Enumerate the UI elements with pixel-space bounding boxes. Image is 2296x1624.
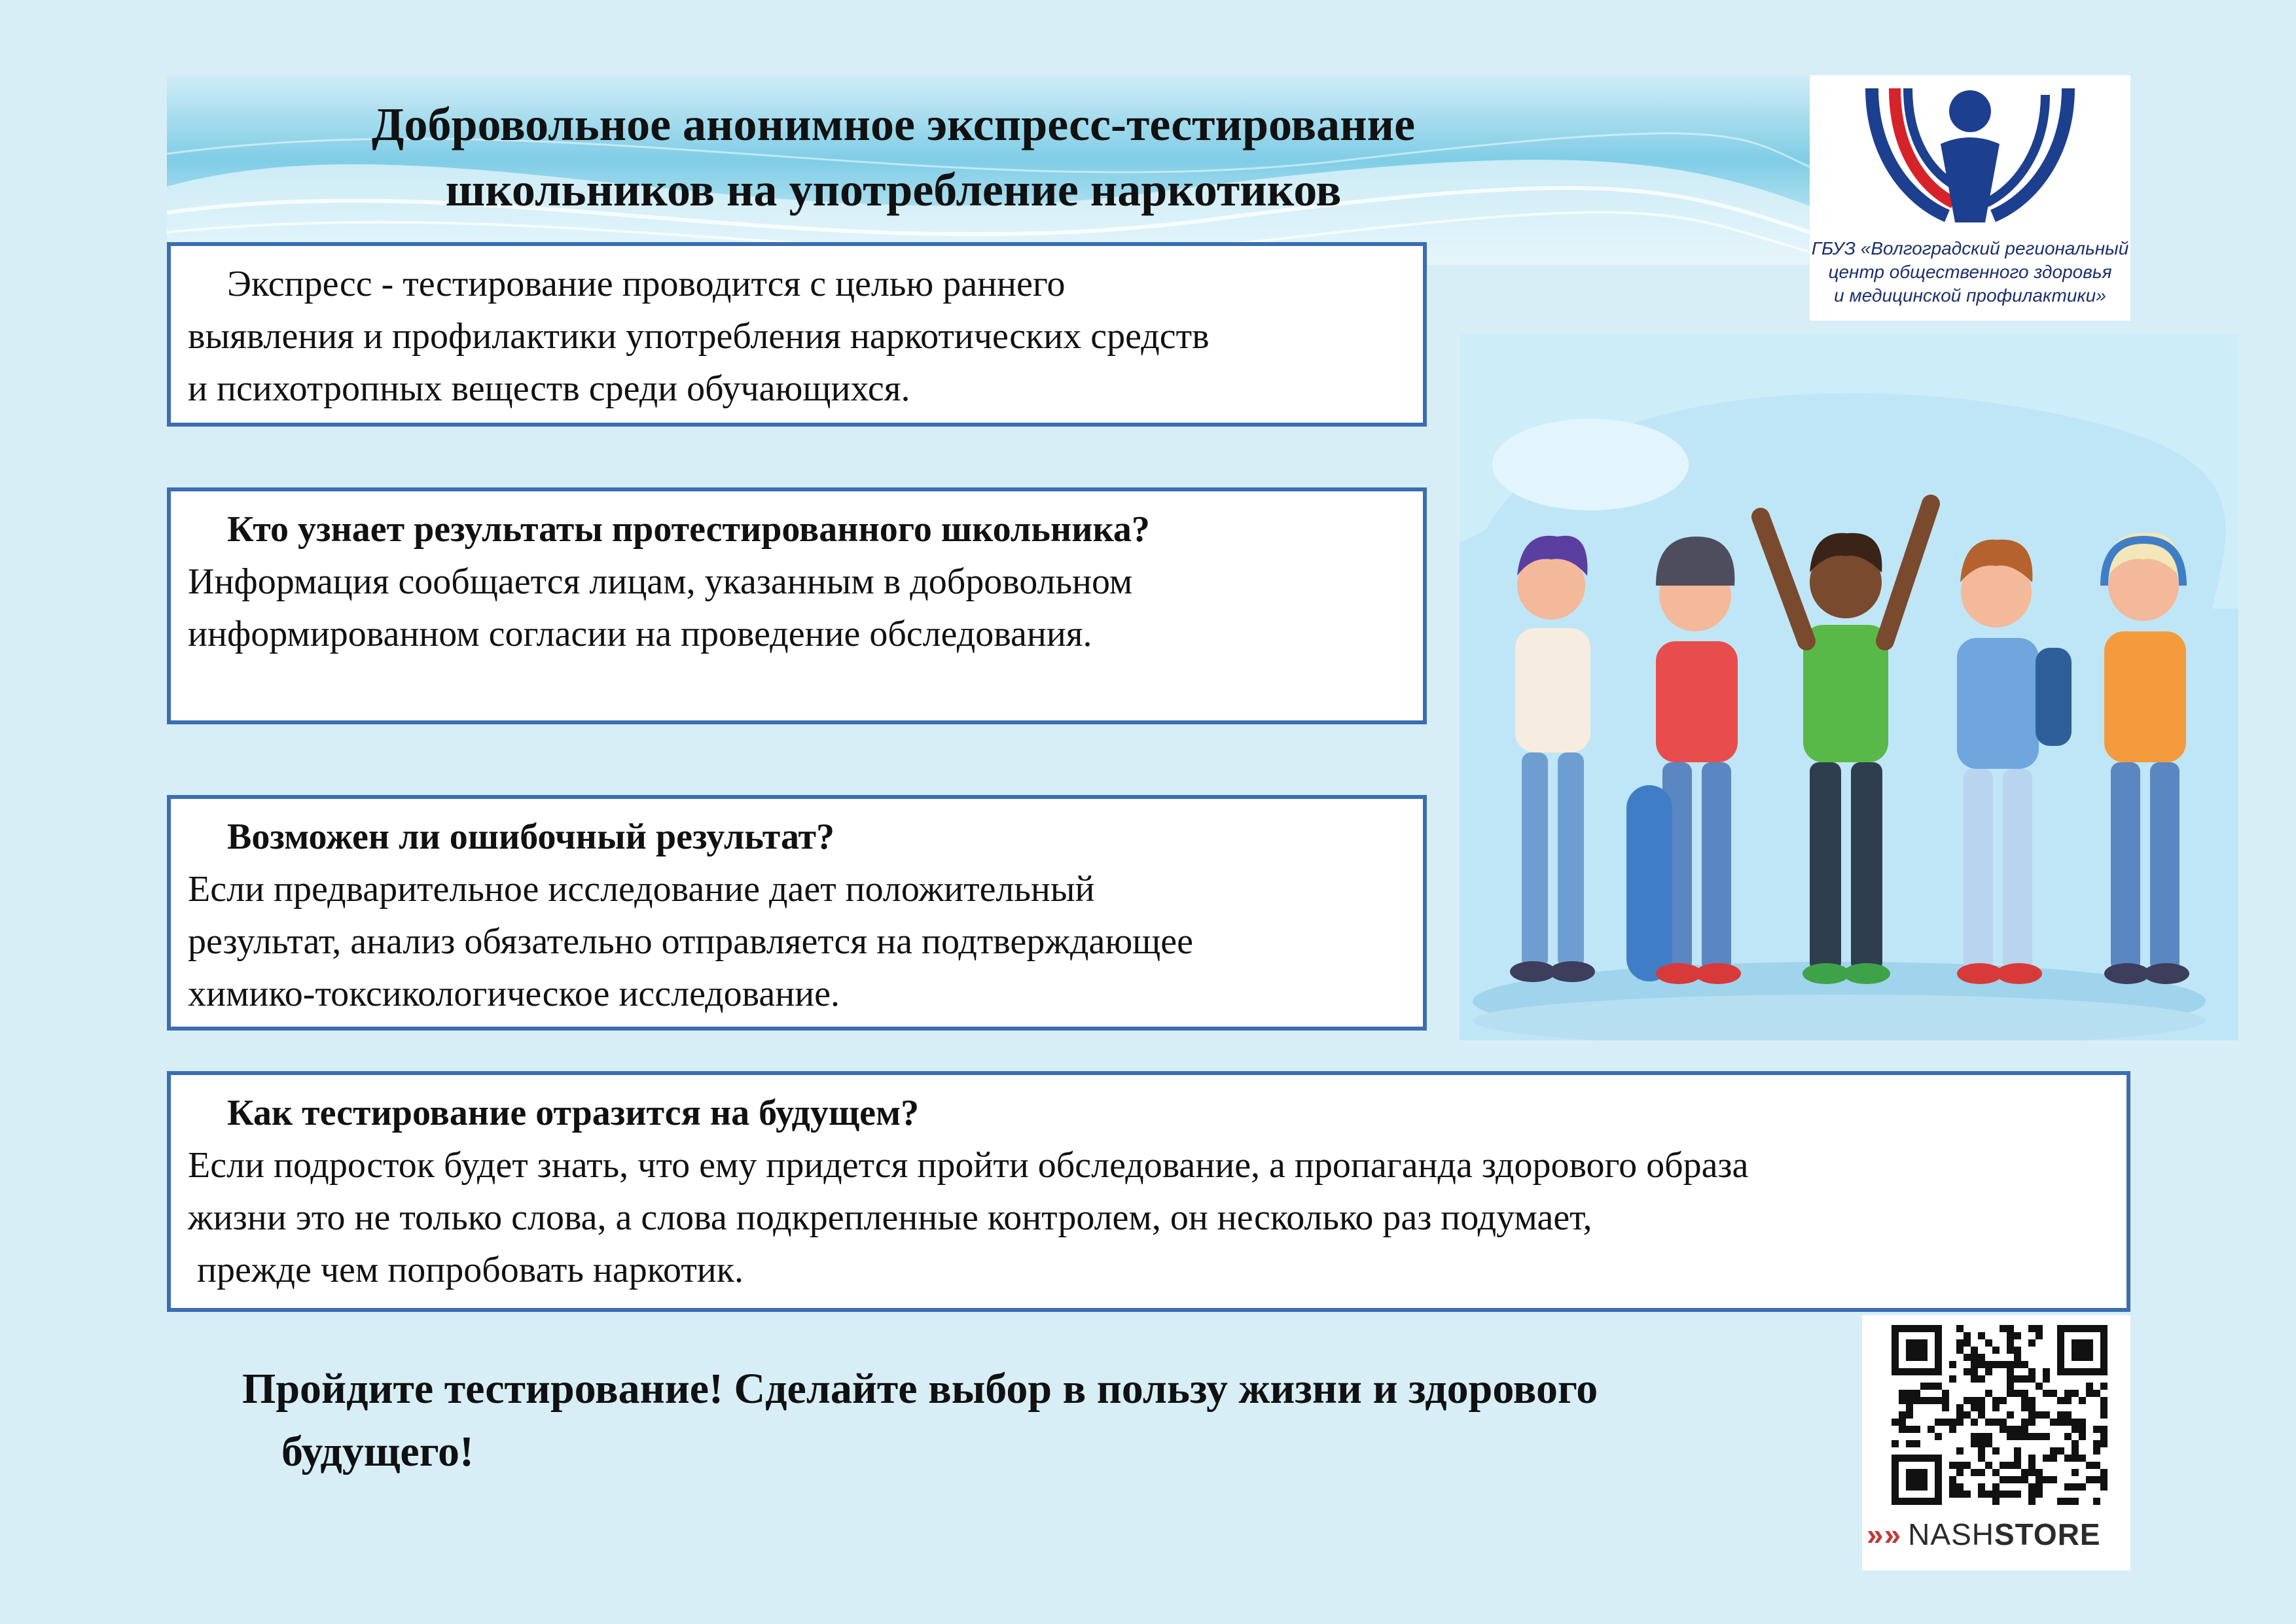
qr-module: [2100, 1426, 2108, 1433]
qr-module: [1956, 1462, 1964, 1469]
qr-module: [2028, 1491, 2036, 1498]
qr-module: [2057, 1397, 2064, 1404]
logo-caption-line-2: центр общественного здоровья: [1828, 262, 2112, 282]
qr-module: [2036, 1469, 2043, 1476]
qr-module: [2000, 1419, 2007, 1426]
qr-module: [2028, 1411, 2036, 1419]
qr-module: [1956, 1404, 1964, 1411]
qr-module: [1906, 1390, 1913, 1397]
title-line-2: школьников на употребление наркотиков: [445, 164, 1342, 216]
cta-line-2: будущего!: [281, 1428, 475, 1475]
boy-blue-shirt: [1957, 540, 2072, 984]
regional-health-center-logo-icon: [1810, 75, 2130, 239]
qr-module: [1992, 1447, 2000, 1455]
qr-module: [2079, 1433, 2086, 1440]
who-knows-line-2: информированном согласии на проведение обследования.: [188, 614, 1092, 654]
qr-module: [2100, 1476, 2108, 1483]
qr-module: [2021, 1390, 2028, 1397]
qr-module: [2028, 1483, 2036, 1491]
qr-module: [1906, 1397, 1913, 1404]
qr-module: [1956, 1469, 1964, 1476]
qr-module: [2036, 1411, 2043, 1419]
qr-module: [2007, 1347, 2014, 1354]
qr-module: [1956, 1491, 1964, 1498]
qr-module: [1906, 1426, 1913, 1433]
qr-module: [2050, 1455, 2057, 1462]
qr-module: [1949, 1426, 1956, 1433]
qr-module: [1992, 1404, 2000, 1411]
qr-module: [1899, 1426, 1906, 1433]
qr-module: [1971, 1433, 1978, 1440]
qr-module: [1978, 1447, 1985, 1455]
qr-module: [1913, 1397, 1920, 1404]
qr-module: [1978, 1440, 1985, 1447]
qr-module: [1985, 1433, 1992, 1440]
qr-module: [2007, 1426, 2014, 1433]
qr-module: [2007, 1361, 2014, 1368]
qr-module: [1964, 1397, 1971, 1404]
qr-module: [2036, 1332, 2043, 1339]
qr-module: [2007, 1390, 2014, 1397]
qr-module: [2064, 1419, 2072, 1426]
qr-module: [2064, 1498, 2072, 1505]
qr-module: [2028, 1433, 2036, 1440]
qr-module: [2086, 1390, 2093, 1397]
qr-module: [1920, 1397, 1928, 1404]
qr-module: [1971, 1361, 1978, 1368]
qr-module: [2007, 1368, 2014, 1375]
qr-module: [2064, 1455, 2072, 1462]
qr-module: [1985, 1462, 1992, 1469]
qr-module: [1971, 1397, 1978, 1404]
qr-module: [2072, 1498, 2079, 1505]
qr-module: [2028, 1419, 2036, 1426]
qr-module: [2007, 1433, 2014, 1440]
qr-module: [2007, 1383, 2014, 1390]
qr-module: [2021, 1433, 2028, 1440]
qr-module: [2028, 1375, 2036, 1383]
qr-module: [2007, 1332, 2014, 1339]
qr-module: [1964, 1411, 1971, 1419]
qr-module: [2079, 1426, 2086, 1433]
purpose-line-2: выявления и профилактики употребления наркотических средств: [188, 316, 1210, 357]
qr-module: [1971, 1469, 1978, 1476]
qr-module: [2028, 1325, 2036, 1332]
qr-module: [1971, 1354, 1978, 1361]
qr-module: [2072, 1440, 2079, 1447]
nashstore-label: [1867, 1511, 2128, 1557]
info-box-future: [167, 1071, 2130, 1312]
qr-module: [2021, 1469, 2028, 1476]
qr-module: [1956, 1483, 1964, 1491]
qr-module: [1942, 1397, 1949, 1404]
qr-module: [1985, 1390, 1992, 1397]
qr-module: [2079, 1397, 2086, 1404]
qr-module: [2021, 1476, 2028, 1483]
qr-module: [1906, 1440, 1913, 1447]
qr-module: [1985, 1419, 1992, 1426]
qr-module: [1942, 1390, 1949, 1397]
qr-module: [1964, 1339, 1971, 1347]
qr-module: [2043, 1368, 2050, 1375]
qr-module: [1985, 1440, 1992, 1447]
qr-module: [2000, 1476, 2007, 1483]
qr-module: [2000, 1397, 2007, 1404]
qr-module: [2043, 1476, 2050, 1483]
teenagers-illustration: [1460, 334, 2238, 1040]
qr-module: [1899, 1390, 1906, 1397]
qr-module: [1913, 1440, 1920, 1447]
qr-module: [2064, 1411, 2072, 1419]
qr-module: [2043, 1375, 2050, 1383]
qr-module: [1978, 1375, 1985, 1383]
qr-module: [2028, 1368, 2036, 1375]
qr-module: [1949, 1491, 1956, 1498]
qr-module: [1992, 1397, 2000, 1404]
qr-module: [2072, 1390, 2079, 1397]
qr-module: [2007, 1491, 2014, 1498]
qr-module: [2014, 1332, 2021, 1339]
logo-caption-line-1: ГБУЗ «Волгоградский региональный: [1811, 238, 2129, 258]
qr-module: [1992, 1419, 2000, 1426]
call-to-action: [242, 1358, 1813, 1483]
false-result-line-2: результат, анализ обязательно отправляется на подтверждающее: [188, 921, 1193, 962]
qr-module: [1942, 1404, 1949, 1411]
qr-module: [2036, 1383, 2043, 1390]
qr-module: [2014, 1361, 2021, 1368]
qr-module: [1964, 1332, 1971, 1339]
qr-module: [2014, 1491, 2021, 1498]
qr-module: [1992, 1347, 2000, 1354]
qr-module: [1985, 1339, 1992, 1347]
qr-module: [2072, 1419, 2079, 1426]
qr-module: [1992, 1361, 2000, 1368]
qr-module: [2079, 1419, 2086, 1426]
qr-module: [2093, 1440, 2100, 1447]
qr-module: [1906, 1404, 1913, 1411]
info-box-purpose: [167, 242, 1427, 427]
qr-module: [1978, 1361, 1985, 1368]
qr-module: [1956, 1325, 1964, 1332]
qr-module: [2079, 1455, 2086, 1462]
qr-module: [2036, 1433, 2043, 1440]
qr-module: [1956, 1419, 1964, 1426]
qr-module: [2043, 1455, 2050, 1462]
qr-module: [1971, 1347, 1978, 1354]
qr-module: [2014, 1447, 2021, 1455]
qr-module: [1992, 1483, 2000, 1491]
qr-module: [2028, 1404, 2036, 1411]
qr-module: [1906, 1411, 1913, 1419]
purpose-line-1: Экспресс - тестирование проводится с целью раннего: [227, 264, 1066, 304]
qr-module: [2100, 1411, 2108, 1419]
qr-module: [2064, 1397, 2072, 1404]
qr-module: [2036, 1483, 2043, 1491]
question-false-result: Возможен ли ошибочный результат?: [227, 817, 835, 857]
qr-module: [2000, 1462, 2007, 1469]
info-box-who-knows: [167, 487, 1427, 724]
qr-module: [2100, 1483, 2108, 1491]
qr-module: [1942, 1419, 1949, 1426]
qr-module: [1992, 1491, 2000, 1498]
qr-module: [2043, 1411, 2050, 1419]
qr-module: [2021, 1426, 2028, 1433]
qr-module: [1992, 1469, 2000, 1476]
qr-module: [1899, 1411, 1906, 1419]
store-suffix: STORE: [1994, 1517, 2101, 1551]
cta-line-1: Пройдите тестирование! Сделайте выбор в пользу жизни и здорового: [242, 1365, 1598, 1413]
qr-module: [1964, 1491, 1971, 1498]
qr-module: [2036, 1325, 2043, 1332]
qr-module: [2036, 1476, 2043, 1483]
qr-module: [1949, 1476, 1956, 1483]
store-prefix: NASH: [1908, 1517, 1994, 1551]
qr-module: [2093, 1462, 2100, 1469]
qr-module: [2036, 1491, 2043, 1498]
qr-module: [1913, 1426, 1920, 1433]
qr-module: [1899, 1397, 1906, 1404]
qr-module: [2014, 1390, 2021, 1397]
qr-module: [1964, 1354, 1971, 1361]
qr-module: [2050, 1476, 2057, 1483]
qr-module: [2093, 1476, 2100, 1483]
qr-module: [2014, 1462, 2021, 1469]
qr-module: [1964, 1368, 1971, 1375]
qr-module: [2007, 1411, 2014, 1419]
qr-module: [2014, 1455, 2021, 1462]
qr-module: [1992, 1498, 2000, 1505]
qr-code-icon[interactable]: [1862, 1315, 2130, 1511]
qr-module: [2050, 1390, 2057, 1397]
qr-module: [1949, 1375, 1956, 1383]
qr-module: [2028, 1455, 2036, 1462]
qr-module: [1978, 1354, 1985, 1361]
qr-module: [2021, 1361, 2028, 1368]
future-line-3: прежде чем попробовать наркотик.: [188, 1250, 744, 1290]
qr-module: [2021, 1375, 2028, 1383]
qr-module: [1985, 1491, 1992, 1498]
qr-module: [2100, 1404, 2108, 1411]
qr-module: [1892, 1419, 1899, 1426]
qr-module: [2086, 1476, 2093, 1483]
qr-module: [1978, 1404, 1985, 1411]
qr-module: [2064, 1390, 2072, 1397]
qr-module: [1978, 1469, 1985, 1476]
qr-module: [2021, 1397, 2028, 1404]
qr-module: [1935, 1397, 1942, 1404]
qr-module: [2100, 1433, 2108, 1440]
title-line-1: Добровольное анонимное экспресс-тестирование: [371, 98, 1416, 150]
qr-module: [2028, 1462, 2036, 1469]
qr-module: [2028, 1339, 2036, 1347]
qr-module: [1978, 1332, 1985, 1339]
boy-green-shirt: [1761, 504, 1931, 984]
false-result-line-3: химико-токсикологическое исследование.: [188, 974, 840, 1014]
boy-red-shirt: [1626, 537, 1741, 984]
qr-module: [2007, 1339, 2014, 1347]
qr-module: [2007, 1476, 2014, 1483]
qr-module: [2050, 1447, 2057, 1455]
qr-module: [2043, 1433, 2050, 1440]
chevrons-icon: »»: [1867, 1517, 1902, 1551]
false-result-line-1: Если предварительное исследование дает положительный: [188, 869, 1095, 909]
qr-module: [2072, 1447, 2079, 1455]
qr-module: [1978, 1397, 1985, 1404]
qr-module: [2021, 1404, 2028, 1411]
qr-module: [2000, 1361, 2007, 1368]
qr-module: [2100, 1440, 2108, 1447]
qr-module: [2057, 1411, 2064, 1419]
qr-module: [2014, 1354, 2021, 1361]
qr-module: [2086, 1462, 2093, 1469]
qr-module: [2100, 1383, 2108, 1390]
qr-module: [2014, 1426, 2021, 1433]
page-title: [167, 92, 1620, 222]
qr-module: [2014, 1347, 2021, 1354]
qr-module: [1949, 1462, 1956, 1469]
qr-module: [2014, 1476, 2021, 1483]
qr-module: [1899, 1419, 1906, 1426]
qr-module: [2064, 1483, 2072, 1491]
qr-module: [2072, 1426, 2079, 1433]
boy-orange-shirt: [2104, 533, 2189, 984]
group-of-teenagers-illustration-icon: [1460, 334, 2238, 1040]
qr-module: [2057, 1419, 2064, 1426]
qr-module: [1892, 1440, 1899, 1447]
qr-module: [2028, 1469, 2036, 1476]
who-knows-line-1: Информация сообщается лицам, указанным в добровольном: [188, 561, 1133, 602]
qr-module: [1971, 1440, 1978, 1447]
qr-module: [2000, 1491, 2007, 1498]
qr-module: [2028, 1498, 2036, 1505]
logo-caption: [1810, 237, 2130, 308]
qr-module: [2000, 1325, 2007, 1332]
qr-module: [2072, 1455, 2079, 1462]
boy-white-shirt: [1510, 536, 1595, 982]
qr-module: [1949, 1361, 1956, 1368]
qr-module: [1949, 1483, 1956, 1491]
question-who-knows: Кто узнает результаты протестированного школьника?: [227, 509, 1150, 550]
qr-module: [1978, 1491, 1985, 1498]
qr-module: [2007, 1375, 2014, 1383]
qr-module: [1935, 1419, 1942, 1426]
qr-module: [2072, 1469, 2079, 1476]
qr-module: [1971, 1419, 1978, 1426]
qr-module: [2100, 1469, 2108, 1476]
qr-module: [2000, 1426, 2007, 1433]
qr-module: [1956, 1447, 1964, 1455]
qr-module: [1956, 1411, 1964, 1419]
qr-module: [2093, 1498, 2100, 1505]
qr-module: [1956, 1347, 1964, 1354]
qr-module: [2100, 1397, 2108, 1404]
qr-module: [1949, 1419, 1956, 1426]
qr-module: [2007, 1325, 2014, 1332]
qr-module: [1978, 1433, 1985, 1440]
qr-module: [1928, 1426, 1935, 1433]
future-line-1: Если подросток будет знать, что ему придется пройти обследование, а пропаганда здорового образа: [188, 1145, 1749, 1186]
qr-module: [2064, 1433, 2072, 1440]
qr-module: [2021, 1419, 2028, 1426]
qr-module: [1935, 1383, 1942, 1390]
qr-module: [2057, 1498, 2064, 1505]
qr-module: [1978, 1455, 1985, 1462]
qr-module: [1971, 1368, 1978, 1375]
future-line-2: жизни это не только слова, а слова подкрепленные контролем, он несколько раз подумает,: [188, 1197, 1592, 1238]
qr-module: [2086, 1383, 2093, 1390]
purpose-line-3: и психотропных веществ среди обучающихся.: [188, 368, 910, 409]
qr-module: [2028, 1397, 2036, 1404]
qr-module: [2093, 1390, 2100, 1397]
qr-module: [2093, 1426, 2100, 1433]
qr-module: [2057, 1447, 2064, 1455]
qr-module: [1913, 1390, 1920, 1397]
qr-module: [1956, 1339, 1964, 1347]
qr-module: [1920, 1383, 1928, 1390]
qr-module: [1971, 1404, 1978, 1411]
qr-module: [1935, 1433, 1942, 1440]
info-box-false-result: [167, 795, 1427, 1031]
question-future: Как тестирование отразится на будущем?: [227, 1093, 920, 1133]
qr-module: [2014, 1433, 2021, 1440]
qr-module: [2043, 1390, 2050, 1397]
qr-module: [1985, 1361, 1992, 1368]
qr-module: [2093, 1447, 2100, 1455]
qr-module: [1971, 1375, 1978, 1383]
qr-module: [1978, 1411, 1985, 1419]
qr-module: [1985, 1368, 1992, 1375]
qr-module: [2072, 1483, 2079, 1491]
logo-caption-line-3: и медицинской профилактики»: [1834, 285, 2106, 306]
qr-module: [2050, 1419, 2057, 1426]
qr-module: [1928, 1397, 1935, 1404]
qr-module: [2079, 1483, 2086, 1491]
qr-module: [2014, 1375, 2021, 1383]
qr-module: [1964, 1462, 1971, 1469]
qr-module: [1978, 1483, 1985, 1491]
qr-module: [2007, 1462, 2014, 1469]
qr-module: [1928, 1383, 1935, 1390]
